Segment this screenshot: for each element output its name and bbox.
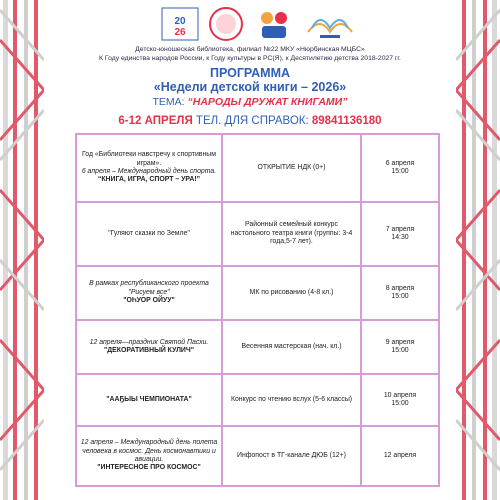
dates-phone-line xyxy=(40,114,460,128)
date-value: 12 апреля xyxy=(383,451,417,459)
topic-cell xyxy=(76,202,222,266)
year-of-unity-logo xyxy=(160,6,200,42)
dedication-line: К Году единства народов России, к Году культуры в РС(Я), к Десятилетию детства 2018-2027 гг. xyxy=(99,55,401,62)
theme-line xyxy=(40,96,460,109)
event-cell: МК по рисованию (4-8 кл.) xyxy=(222,266,361,320)
time-value: 15:00 xyxy=(391,293,409,300)
date-cell xyxy=(361,426,439,486)
topic-cell xyxy=(76,374,222,426)
date-cell xyxy=(361,134,439,202)
date-cell xyxy=(361,266,439,320)
table-row xyxy=(76,426,439,486)
table-row xyxy=(76,320,439,374)
event-cell: Инфопост в ТГ-канале ДЮБ (12+) xyxy=(222,426,361,486)
topic-title: "ААҔЫЫ ЧЕМПИОНАТА" xyxy=(106,395,192,403)
topic-title: "ИНТЕРЕСНОЕ ПРО КОСМОС" xyxy=(97,464,201,472)
date-value: 6 апреля xyxy=(385,159,415,167)
children-emblem-logo xyxy=(254,6,294,42)
date-cell xyxy=(361,320,439,374)
topic-note-2: 6 апреля – Международный день спорта. xyxy=(81,168,217,175)
organization-line: Детско-юношеская библиотека, филиал №22 МКУ «Нюрбинская МЦБС» xyxy=(135,46,365,53)
table-row xyxy=(76,374,439,426)
stripe-pattern-left xyxy=(0,0,44,500)
program-title: ПРОГРАММА xyxy=(209,66,291,80)
table-row xyxy=(76,266,439,320)
svg-text:20: 20 xyxy=(174,16,186,27)
svg-text:26: 26 xyxy=(174,27,186,38)
event-cell: Конкурс по чтению вслух (5-6 классы) xyxy=(222,374,361,426)
event-cell: Районный семейный конкурс настольного театра книги (группы: 3-4 года,5-7 лет). xyxy=(222,202,361,266)
time-value: 15:00 xyxy=(391,400,409,407)
left-decoration xyxy=(0,0,44,500)
topic-note: Год «Библиотеки навстречу к спортивным играм». xyxy=(82,151,216,167)
date-value: 9 апреля xyxy=(385,338,415,346)
phone-number: 89841136180 xyxy=(311,115,382,127)
topic-cell xyxy=(76,426,222,486)
table-row xyxy=(76,202,439,266)
logo-strip xyxy=(160,6,360,42)
right-decoration xyxy=(456,0,500,500)
date-value: 10 апреля xyxy=(383,391,417,399)
theme-value: “НАРОДЫ ДРУЖАТ КНИГАМИ” xyxy=(187,96,348,108)
date-value: 7 апреля xyxy=(385,225,415,233)
phone-label: ТЕЛ. ДЛЯ СПРАВОК: xyxy=(195,115,312,127)
date-value: 8 апреля xyxy=(385,284,415,292)
date-cell xyxy=(361,374,439,426)
event-cell: ОТКРЫТИЕ НДК (0+) xyxy=(222,134,361,202)
topic-title: "ОҺУОР ОЙУУ" xyxy=(123,297,175,305)
event-dates: 6-12 АПРЕЛЯ xyxy=(118,115,193,127)
topic-note: 12 апреля – Международный день полета человека в космос. День космонавтики и авиации. xyxy=(80,439,218,463)
topic-title: "Гуляют сказки по Земле" xyxy=(108,229,190,237)
year-of-culture-logo xyxy=(208,6,244,42)
topic-cell xyxy=(76,320,222,374)
topic-note: 12 апреля—праздник Святой Пасхи. xyxy=(89,338,209,346)
stripe-pattern-right xyxy=(456,0,500,500)
event-cell: Весенняя мастерская (нач. кл.) xyxy=(222,320,361,374)
open-book-logo xyxy=(302,6,358,42)
program-subtitle: «Недели детской книги – 2026» xyxy=(153,80,347,94)
topic-cell xyxy=(76,266,222,320)
topic-title: "ДЕКОРАТИВНЫЙ КУЛИЧ" xyxy=(104,347,194,354)
table-row xyxy=(76,134,439,202)
topic-title: “КНИГА, ИГРА, СПОРТ – УРА!” xyxy=(97,176,201,184)
theme-label: ТЕМА: xyxy=(152,96,188,108)
date-cell xyxy=(361,202,439,266)
time-value: 15:00 xyxy=(391,168,409,175)
topic-note: В рамках республиканского проекта "Рисуем все" xyxy=(89,280,209,296)
time-value: 14:30 xyxy=(391,234,409,241)
topic-cell xyxy=(76,134,222,202)
time-value: 15:00 xyxy=(391,347,409,354)
schedule-table xyxy=(75,133,440,487)
